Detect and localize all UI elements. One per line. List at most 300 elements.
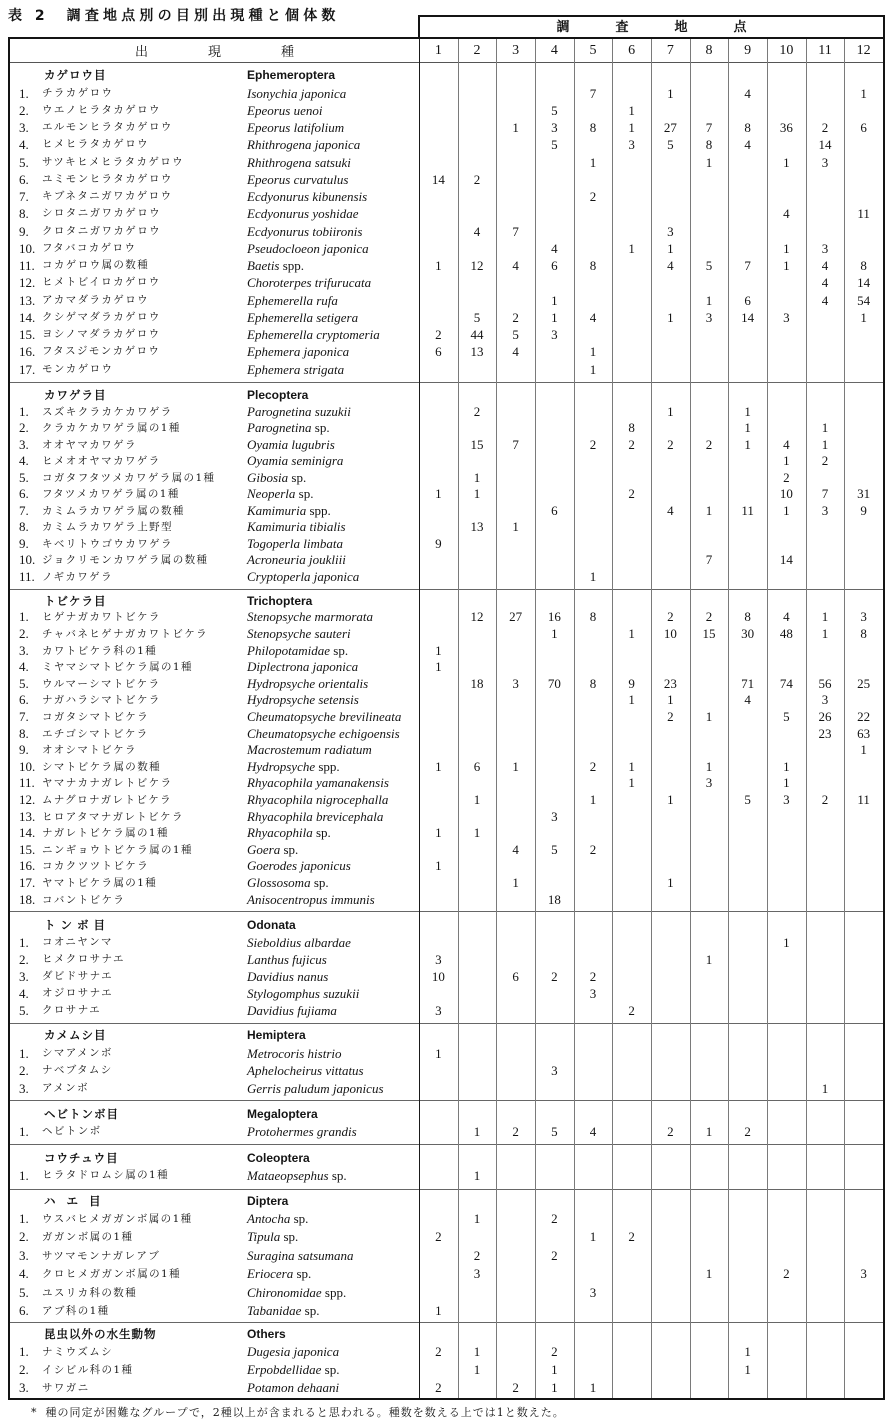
- count-cell: [806, 326, 845, 343]
- order-header-cell: [10, 1150, 419, 1167]
- count-cell: [651, 1210, 690, 1228]
- scientific-name-text: Stenopsyche sauteri: [247, 626, 351, 642]
- species-number: 1.: [19, 1343, 29, 1359]
- species-scientific-name: [247, 119, 344, 136]
- species-row: [10, 1361, 883, 1379]
- count-cell: 23: [818, 725, 832, 741]
- count-cell: [496, 1265, 535, 1283]
- scientific-name-text: Ecdyonurus tobiironis: [247, 223, 363, 239]
- count-cell: [612, 709, 651, 726]
- count-cell: [806, 552, 845, 569]
- count-cell: [535, 1002, 574, 1019]
- species-japanese-name: チラカゲロウ: [42, 86, 114, 99]
- count-cell: [574, 934, 613, 951]
- species-scientific-name: [247, 1167, 347, 1184]
- count-cell: [806, 309, 845, 326]
- count-cell: [458, 154, 497, 171]
- count-cell: 2: [435, 1379, 442, 1395]
- count-cell: [844, 1167, 883, 1184]
- count-cell: [690, 453, 729, 470]
- species-scientific-name: [247, 536, 343, 553]
- site-column-header: 10: [779, 42, 794, 58]
- count-cell: [535, 552, 574, 569]
- species-japanese-name: ヤマトビケラ属の1種: [42, 876, 158, 889]
- count-cell: 1: [667, 874, 674, 890]
- count-cell: 8: [860, 258, 867, 273]
- count-cell: [728, 759, 767, 776]
- species-row: [10, 985, 883, 1002]
- count-cell: [612, 951, 651, 968]
- count-cell: [690, 934, 729, 951]
- count-cell: [612, 223, 651, 240]
- count-cell: [419, 437, 458, 454]
- count-cell: [690, 361, 729, 378]
- species-count-table: [8, 37, 885, 1400]
- species-number: 8.: [19, 725, 29, 741]
- count-cell: [806, 775, 845, 792]
- count-cell: [728, 326, 767, 343]
- count-cell: [844, 842, 883, 859]
- count-cell: 3: [589, 985, 597, 1001]
- species-number: 1.: [19, 403, 29, 419]
- count-cell: [651, 519, 690, 536]
- species-japanese-name: シマアメンボ: [42, 1046, 113, 1059]
- scientific-name-text: Tabanidae: [247, 1302, 302, 1318]
- species-row: [10, 1265, 883, 1283]
- count-cell: [458, 626, 497, 643]
- species-row: [10, 536, 883, 553]
- species-row: [10, 326, 883, 343]
- species-column-label: 出現種: [134, 45, 354, 60]
- count-cell: [419, 842, 458, 859]
- count-cell: [806, 1265, 845, 1283]
- count-cell: 1: [512, 120, 519, 135]
- count-cell: [844, 171, 883, 188]
- count-cell: [574, 858, 613, 875]
- species-row: [10, 223, 883, 240]
- section-coleoptera: [10, 1144, 883, 1189]
- count-cell: [844, 404, 883, 421]
- count-cell: [806, 934, 845, 951]
- scientific-name-text: Epeorus curvatulus: [247, 171, 349, 187]
- count-cell: [728, 102, 767, 119]
- species-name-cell: [10, 1302, 419, 1320]
- section-others: [10, 1322, 883, 1398]
- count-cell: [535, 858, 574, 875]
- species-number: 5.: [19, 469, 29, 485]
- count-cell: [844, 1080, 883, 1098]
- scientific-name-text: Choroterpes trifurucata: [247, 275, 372, 291]
- species-scientific-name: [247, 205, 359, 222]
- count-cell: 8: [705, 137, 713, 153]
- section-diptera: [10, 1189, 883, 1322]
- count-cell: 2: [589, 436, 597, 452]
- species-scientific-name: [247, 1210, 308, 1228]
- count-cell: 1: [628, 758, 635, 774]
- count-cell: [419, 1167, 458, 1184]
- count-cell: [496, 503, 535, 520]
- count-cell: [574, 1265, 613, 1283]
- count-cell: [728, 1284, 767, 1302]
- count-cell: [767, 1228, 806, 1246]
- species-japanese-name: フタバコカゲロウ: [42, 241, 137, 254]
- species-name-cell: [10, 503, 419, 520]
- species-row: [10, 420, 883, 437]
- count-cell: [612, 1210, 651, 1228]
- order-header-row: [10, 1192, 883, 1210]
- species-scientific-name: [247, 1284, 346, 1302]
- species-japanese-name: ヒメクロサナエ: [42, 952, 125, 965]
- count-cell: 2: [783, 1266, 790, 1282]
- count-cell: [612, 519, 651, 536]
- scientific-name-text: Rhyacophila: [247, 825, 313, 841]
- count-cell: [690, 1343, 729, 1361]
- species-name-cell: [10, 934, 419, 951]
- count-cell: [496, 420, 535, 437]
- scientific-name-text: Mataeopsephus: [247, 1168, 329, 1183]
- count-cell: [844, 552, 883, 569]
- count-cell: 1: [744, 436, 751, 452]
- species-scientific-name: [247, 361, 344, 378]
- count-cell: [612, 326, 651, 343]
- count-cell: [535, 85, 574, 102]
- count-cell: 10: [779, 486, 793, 501]
- count-cell: 3: [628, 137, 635, 153]
- order-japanese-name: ヘビトンボ目: [44, 1106, 119, 1121]
- count-cell: [728, 968, 767, 985]
- count-cell: [728, 934, 767, 951]
- species-name-cell: [10, 1361, 419, 1379]
- count-cell: [574, 659, 613, 676]
- order-header-cell: [10, 1192, 419, 1210]
- count-cell: [612, 858, 651, 875]
- count-cell: [767, 1080, 806, 1098]
- count-cell: 1: [435, 825, 442, 841]
- species-row: [10, 1343, 883, 1361]
- count-cell: 1: [705, 292, 713, 308]
- count-cell: 2: [821, 120, 829, 135]
- count-cell: [651, 1228, 690, 1246]
- count-cell: [844, 659, 883, 676]
- count-cell: [767, 1247, 806, 1265]
- count-cell: [496, 1361, 535, 1379]
- order-header-cell: [10, 67, 419, 84]
- species-number: 2.: [19, 1063, 29, 1078]
- count-cell: [651, 361, 690, 378]
- species-japanese-name: ヒゲナガカワトビケラ: [42, 611, 161, 624]
- count-cell: [651, 1361, 690, 1379]
- species-scientific-name: [247, 1002, 337, 1019]
- count-cell: [612, 643, 651, 660]
- count-cell: [612, 934, 651, 951]
- species-japanese-name: ウルマーシマトビケラ: [42, 677, 161, 690]
- species-scientific-name: [247, 1265, 311, 1283]
- scientific-name-text: Erpobdellidae: [247, 1361, 322, 1377]
- count-cell: [767, 985, 806, 1002]
- species-japanese-name: クロサナエ: [42, 1003, 102, 1016]
- count-cell: [419, 552, 458, 569]
- count-cell: [419, 692, 458, 709]
- species-japanese-name: クラカケカワゲラ属の1種: [42, 422, 181, 434]
- species-scientific-name: [247, 453, 343, 470]
- count-cell: [651, 726, 690, 743]
- species-name-cell: [10, 343, 419, 360]
- count-cell: 2: [551, 1247, 558, 1263]
- column-divider: [458, 39, 459, 1398]
- count-cell: 1: [821, 436, 829, 452]
- count-cell: [419, 154, 458, 171]
- species-row: [10, 1228, 883, 1246]
- count-cell: 1: [783, 502, 790, 518]
- count-cell: [651, 326, 690, 343]
- species-name-cell: [10, 1167, 419, 1184]
- count-cell: [458, 934, 497, 951]
- species-number: 1.: [19, 609, 29, 625]
- column-divider: [690, 39, 691, 1398]
- count-cell: [458, 136, 497, 153]
- count-cell: [767, 968, 806, 985]
- count-cell: [806, 1247, 845, 1265]
- species-name-cell: [10, 274, 419, 291]
- species-name-cell: [10, 119, 419, 136]
- count-cell: [535, 519, 574, 536]
- order-header-row: [10, 917, 883, 934]
- count-cell: [844, 968, 883, 985]
- count-cell: 63: [857, 725, 871, 741]
- count-cell: [535, 726, 574, 743]
- count-cell: 16: [547, 609, 561, 625]
- count-cell: 1: [435, 1302, 442, 1318]
- count-cell: [612, 1379, 651, 1397]
- count-cell: [767, 1361, 806, 1379]
- count-cell: [651, 188, 690, 205]
- count-cell: [535, 205, 574, 222]
- count-cell: [458, 453, 497, 470]
- species-japanese-name: エルモンヒラタカゲロウ: [42, 121, 173, 133]
- species-japanese-name: ヒメヒラタカゲロウ: [42, 138, 149, 151]
- count-cell: [458, 858, 497, 875]
- species-scientific-name: [247, 257, 304, 274]
- column-divider: [651, 39, 652, 1398]
- count-cell: 4: [667, 502, 674, 518]
- count-cell: 4: [783, 436, 790, 452]
- scientific-name-text: Baetis: [247, 258, 280, 273]
- count-cell: [728, 154, 767, 171]
- count-cell: 1: [551, 1379, 558, 1395]
- species-scientific-name: [247, 102, 322, 119]
- count-cell: [458, 659, 497, 676]
- count-cell: [767, 1343, 806, 1361]
- species-row: [10, 1080, 883, 1098]
- count-cell: [612, 292, 651, 309]
- scientific-name-text: Ephemera japonica: [247, 344, 350, 360]
- count-cell: [806, 951, 845, 968]
- count-cell: [612, 1247, 651, 1265]
- count-cell: 2: [667, 1123, 674, 1139]
- count-cell: [806, 1284, 845, 1302]
- species-japanese-name: コガタフタツメカワゲラ属の1種: [42, 471, 216, 484]
- species-name-cell: [10, 519, 419, 536]
- count-cell: [767, 692, 806, 709]
- scientific-name-text: Hydropsyche orientalis: [247, 675, 369, 691]
- count-cell: [458, 361, 497, 378]
- count-cell: [612, 659, 651, 676]
- count-cell: [844, 951, 883, 968]
- species-qualifier: spp.: [309, 502, 331, 518]
- count-cell: [728, 1045, 767, 1063]
- count-cell: [574, 692, 613, 709]
- scientific-name-text: Tipula: [247, 1229, 281, 1245]
- count-cell: [419, 361, 458, 378]
- count-cell: 2: [589, 968, 597, 984]
- species-name-cell: [10, 1265, 419, 1283]
- count-cell: 1: [512, 519, 519, 534]
- species-number: 2.: [19, 1361, 29, 1377]
- species-row: [10, 709, 883, 726]
- species-number: 4.: [19, 659, 29, 675]
- count-cell: 1: [667, 85, 674, 101]
- count-cell: 14: [431, 171, 445, 187]
- count-cell: 2: [783, 469, 790, 485]
- species-row: [10, 343, 883, 360]
- count-cell: [690, 420, 729, 437]
- count-cell: [612, 453, 651, 470]
- count-cell: [651, 659, 690, 676]
- species-number: 2.: [19, 420, 29, 435]
- species-number: 18.: [19, 891, 36, 907]
- species-row: [10, 1302, 883, 1320]
- count-cell: [419, 709, 458, 726]
- species-name-cell: [10, 1210, 419, 1228]
- count-cell: [806, 985, 845, 1002]
- count-cell: [844, 420, 883, 437]
- count-cell: [728, 569, 767, 586]
- order-header-row: [10, 1027, 883, 1045]
- count-cell: [612, 1284, 651, 1302]
- order-japanese-name: トビケラ目: [44, 593, 107, 608]
- count-cell: [574, 292, 613, 309]
- count-cell: 2: [628, 486, 635, 501]
- count-cell: 3: [551, 808, 558, 824]
- count-cell: [844, 825, 883, 842]
- count-cell: 6: [744, 292, 751, 308]
- count-cell: 2: [512, 1379, 519, 1395]
- species-name-cell: [10, 470, 419, 487]
- count-cell: [458, 536, 497, 553]
- site-column-header: 1: [434, 42, 442, 58]
- count-cell: [574, 171, 613, 188]
- count-cell: 1: [589, 361, 597, 377]
- count-cell: [419, 875, 458, 892]
- count-cell: 2: [435, 1229, 442, 1245]
- count-cell: [458, 1002, 497, 1019]
- count-cell: 2: [667, 609, 674, 625]
- count-cell: [767, 1302, 806, 1320]
- count-cell: [612, 404, 651, 421]
- count-cell: 1: [435, 642, 442, 658]
- count-cell: [419, 1247, 458, 1265]
- count-cell: 2: [435, 1343, 442, 1359]
- species-japanese-name: コガタシマトビケラ: [42, 711, 150, 724]
- count-cell: [458, 892, 497, 909]
- count-cell: 3: [667, 223, 674, 239]
- count-cell: [535, 643, 574, 660]
- count-cell: [728, 775, 767, 792]
- species-japanese-name: ニンギョウトビケラ属の1種: [42, 843, 193, 856]
- count-cell: [728, 1062, 767, 1080]
- order-japanese-name: 昆虫以外の水生動物: [44, 1326, 157, 1341]
- count-cell: [806, 205, 845, 222]
- species-name-cell: [10, 643, 419, 660]
- species-japanese-name: キブネタニガワカゲロウ: [42, 190, 173, 202]
- count-cell: [612, 825, 651, 842]
- count-cell: 1: [860, 742, 867, 758]
- order-scientific-name: Coleoptera: [247, 1151, 310, 1165]
- species-japanese-name: サツマモンナガレアブ: [42, 1249, 161, 1262]
- order-scientific-name: Diptera: [247, 1193, 289, 1208]
- species-name-cell: [10, 309, 419, 326]
- species-number: 6.: [19, 486, 29, 501]
- count-cell: 11: [741, 502, 754, 518]
- count-cell: [651, 1080, 690, 1098]
- count-cell: [496, 205, 535, 222]
- count-cell: [844, 1379, 883, 1397]
- count-cell: [496, 171, 535, 188]
- species-scientific-name: [247, 726, 400, 743]
- species-number: 3.: [19, 1247, 29, 1263]
- count-cell: 2: [705, 436, 713, 452]
- count-cell: [690, 1167, 729, 1184]
- count-cell: [728, 842, 767, 859]
- count-cell: [806, 759, 845, 776]
- count-cell: 18: [547, 891, 561, 907]
- species-number: 3.: [19, 120, 29, 135]
- count-cell: 4: [744, 137, 751, 153]
- scientific-name-text: Aphelocheirus vittatus: [247, 1063, 364, 1078]
- count-cell: 1: [512, 758, 519, 774]
- species-scientific-name: [247, 709, 401, 726]
- species-row: [10, 1379, 883, 1397]
- scientific-name-text: Chironomidae: [247, 1284, 322, 1300]
- count-cell: [574, 825, 613, 842]
- count-cell: [806, 968, 845, 985]
- count-cell: [728, 825, 767, 842]
- species-scientific-name: [247, 809, 383, 826]
- count-cell: [728, 892, 767, 909]
- species-row: [10, 1123, 883, 1140]
- species-row: [10, 102, 883, 119]
- count-cell: [612, 309, 651, 326]
- species-qualifier: sp.: [333, 642, 349, 658]
- count-cell: [419, 102, 458, 119]
- count-cell: [690, 742, 729, 759]
- count-cell: 1: [435, 858, 442, 874]
- scientific-name-text: Cryptoperla japonica: [247, 568, 360, 584]
- count-cell: [690, 968, 729, 985]
- scientific-name-text: Epeorus uenoi: [247, 102, 323, 118]
- species-scientific-name: [247, 692, 359, 709]
- count-cell: 2: [589, 758, 597, 774]
- species-number: 10.: [19, 240, 36, 256]
- species-qualifier: sp.: [296, 1266, 312, 1282]
- site-column-header: 2: [473, 42, 481, 58]
- species-row: [10, 154, 883, 171]
- table-caption: [8, 7, 340, 25]
- scientific-name-text: Rhithrogena satsuki: [247, 154, 351, 170]
- count-cell: [844, 536, 883, 553]
- site-column-header: 7: [666, 42, 674, 58]
- count-cell: 1: [705, 758, 713, 774]
